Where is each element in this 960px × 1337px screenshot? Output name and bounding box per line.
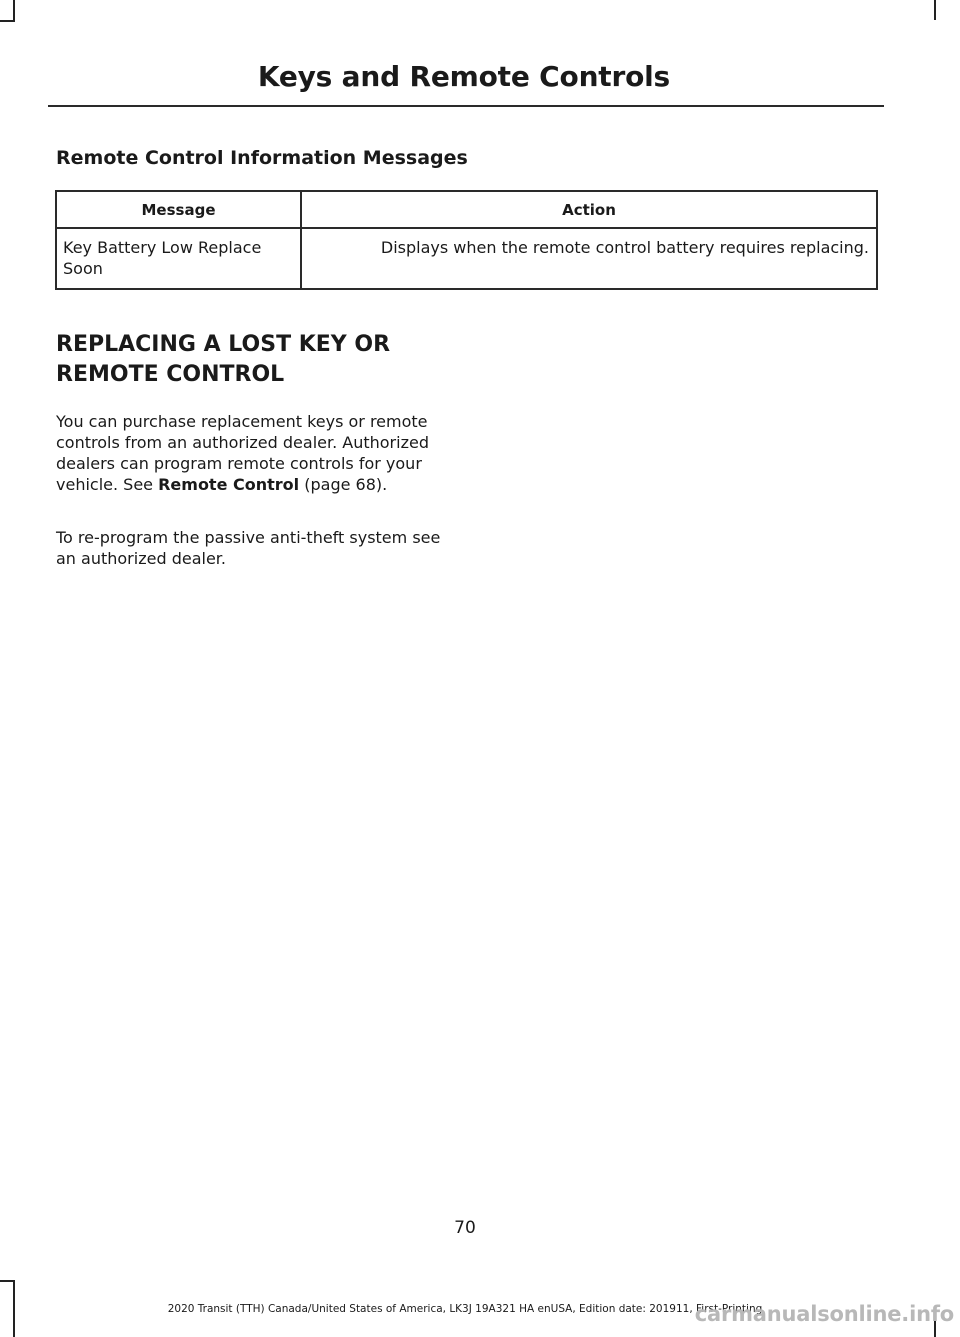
page-number: 70: [454, 1218, 476, 1238]
page-reference: (page 68).: [304, 475, 388, 494]
table-row: [56, 228, 877, 289]
messages-table: [55, 190, 878, 290]
column-header-message: Message: [56, 191, 301, 228]
section-heading: [56, 330, 390, 390]
body-paragraph: [56, 411, 456, 495]
watermark: carmanualsonline.info: [694, 1302, 954, 1326]
crop-mark: [934, 0, 936, 20]
heading-line: REMOTE CONTROL: [56, 362, 285, 387]
section-title: Remote Control Information Messages: [56, 147, 468, 169]
edition-footer: 2020 Transit (TTH) Canada/United States of America, LK3J 19A321 HA enUSA, Edition date: 201911, First-Printing: [167, 1303, 763, 1315]
cross-reference-link[interactable]: Remote Control: [158, 475, 300, 494]
message-cell: Key Battery Low Replace Soon: [56, 228, 301, 289]
crop-mark: [13, 0, 15, 22]
crop-mark: [0, 1280, 15, 1282]
heading-line: REPLACING A LOST KEY OR: [56, 332, 391, 357]
crop-mark: [0, 20, 15, 22]
body-paragraph: To re-program the passive anti-theft system see an authorized dealer.: [56, 528, 441, 568]
paragraph-text: You can purchase replacement keys or remote controls from an authorized dealer. Authorized dealers can program remote controls for your vehicle. See: [56, 412, 429, 494]
table-header-row: [56, 191, 877, 228]
page-title: Keys and Remote Controls: [257, 60, 670, 93]
column-header-action: Action: [301, 191, 877, 228]
header-divider: [48, 105, 884, 107]
action-cell: Displays when the remote control battery requires replacing.: [301, 228, 877, 289]
